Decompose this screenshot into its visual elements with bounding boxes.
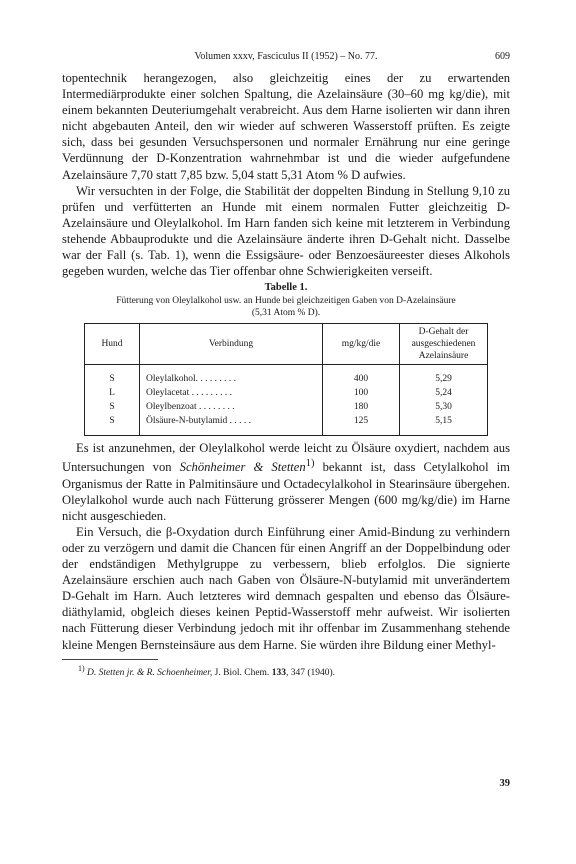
paragraph-3-start: Es ist anzunehmen, der Oleylalkohol werde leicht zu Ölsäure oxydiert, nachdem aus Untersuchungen von [62,441,510,475]
running-head [62,51,510,65]
cell-hund: S [85,414,140,436]
page-number: 609 [495,51,510,62]
article-body [62,70,510,679]
header-d-gehalt-line-3: Azelainsäure [418,351,469,362]
table-header-row [85,324,488,365]
cell-d-gehalt: 5,29 [435,374,452,385]
paragraph-1: topentechnik herangezogen, also gleichzeitig eines der zu erwartenden Intermediärprodukte einer solchen Spaltung, die Azelainsäure (30–60 mg kg/die), mit einem bekannten Deuteriumgehalt verabreicht. Aus dem Harne isolierten wir dann ihren nicht abgebauten Anteil, den wir wieder auf schweren Wasserstoff prüften. Es zeigte sich, dass bei gesunden Versuchspersonen und normaler Ernährung nur eine geringe Verdünnung der D-Konzentration wahrnehmbar ist und die wieder aufgefundene Azelainsäure 7,70 statt 7,85 bzw. 5,04 statt 5,31 Atom % D aufwies. [62,71,510,182]
footnote-reference[interactable]: 1) [305,458,315,470]
cell-hund: L [85,386,140,400]
header-verbindung: Verbindung [140,324,323,365]
paragraph-4: Ein Versuch, die β-Oxydation durch Einführung einer Amid-Bindung zu verhindern oder zu verzögern und damit die Chancen für einen Angriff an der Doppelbindung oder der endständigen Methylgruppe zu verbessern, blieb erfolglos. Die signierte Azelainsäure erschien auch nach Gaben von Ölsäure-N-butylamid mit unverändertem D-Gehalt im Harn. Auch letzteres wird demnach gespalten und ebenso das Ölsäure-diäthylamid, obgleich dieses keinen Peptid-Wasserstoff mehr aufweist. Wir isolierten nach Fütterung dieser Verbindung jedoch mit ihr offenbar im Zusammenhang stehende kleine Mengen Bernsteinsäure aus dem Harne. Sie würden ihre Bildung einer Methyl- [62,524,510,652]
cell-d-gehalt: 5,24 [435,388,452,399]
table-row [85,386,488,400]
cited-authors: Schönheimer & Stetten [179,460,306,475]
table-title: Tabelle 1. [264,282,308,294]
table-caption-line-1: Fütterung von Oleylalkohol usw. an Hunde bei gleichzeitigen Gaben von D-Azelainsäure [116,296,456,307]
header-hund: Hund [85,324,140,365]
cell-d-gehalt: 5,15 [435,416,452,427]
cell-verbindung: Ölsäure-N-butylamid . . . . . [140,414,323,436]
footnote-volume: 133 [271,667,286,678]
footnote [62,663,510,679]
header-d-gehalt-line-1: D-Gehalt der [418,327,469,338]
cell-dose: 180 [323,400,400,414]
paragraph-3 [62,440,510,524]
data-table [84,323,488,436]
folio-number: 39 [499,778,510,789]
header-dose: mg/kg/die [323,324,400,365]
header-d-gehalt-line-2: ausgeschiedenen [411,339,476,350]
paragraph-3-end: bekannt ist, dass Cetylalkohol im Organismus der Ratte in Palmitinsäure und Octadecylalkohol in Stearinsäure übergehen. Oleylalkohol wurde auch nach Fütterung grösserer Mengen (600 mg/kg/die) im Harne nicht ausgeschieden. [62,460,510,523]
table-row [85,400,488,414]
cell-hund: S [85,365,140,387]
table-row [85,365,488,387]
footnote-marker: 1) [78,663,85,673]
table-row [85,414,488,436]
footnote-divider [62,659,158,660]
footnote-journal: J. Biol. Chem. [212,667,272,678]
cell-hund: S [85,400,140,414]
paragraph-2: Wir versuchten in der Folge, die Stabilität der doppelten Bindung in Stellung 9,10 zu prüfen und verfütterten an Hunde mit einem normalen Futter gleichzeitig D-Azelainsäure und Oleylalkohol. Im Harn fanden sich keine mit letzterem in Verbindung stehende Abbauprodukte und die Azelainsäure änderte ihren D-Gehalt nicht. Dasselbe war der Fall (s. Tab. 1), wenn die Essigsäure- oder Benzoesäureester dieses Alkohols gegeben wurden, welche das Tier offenbar ohne Schwierigkeiten verseift. [62,183,510,279]
cell-dose: 400 [323,365,400,387]
table-caption [62,295,510,319]
footnote-authors: D. Stetten jr. & R. Schoenheimer, [86,667,213,678]
table-caption-line-2: (5,31 Atom % D). [251,308,321,319]
cell-verbindung: Oleylbenzoat . . . . . . . . [140,400,323,414]
table-1 [62,281,510,436]
header-d-gehalt [400,324,488,365]
running-title: Volumen xxxv, Fasciculus II (1952) – No. 77. [194,51,378,62]
cell-verbindung: Oleylalkohol. . . . . . . . . [140,365,323,387]
footnote-pages: , 347 (1940). [285,667,336,678]
cell-verbindung: Oleylacetat . . . . . . . . . [140,386,323,400]
cell-dose: 125 [323,414,400,436]
cell-dose: 100 [323,386,400,400]
cell-d-gehalt: 5,30 [435,402,452,413]
